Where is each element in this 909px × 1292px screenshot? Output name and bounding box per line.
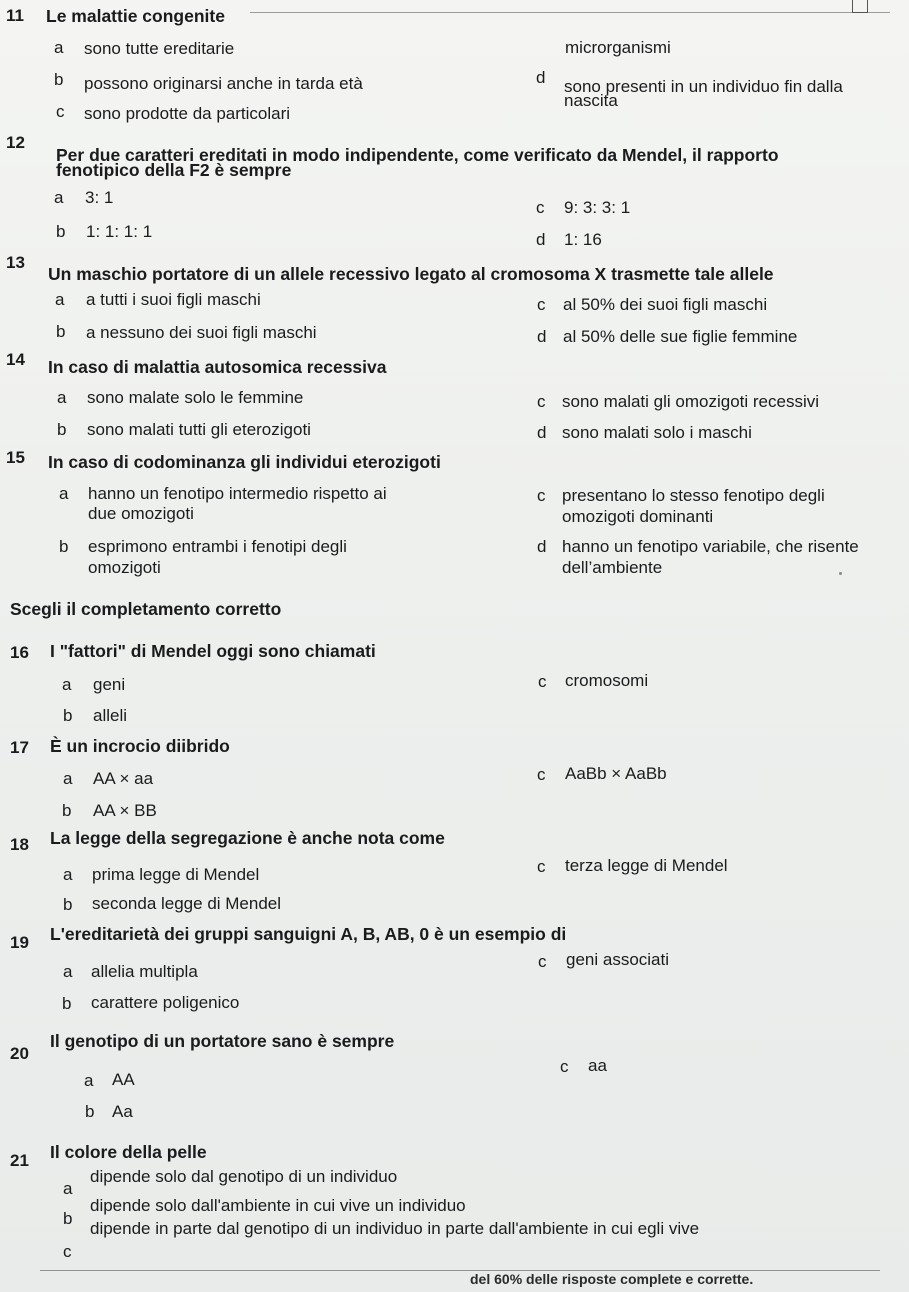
option-text[interactable]: dipende solo dall'ambiente in cui vive un individuo: [90, 1196, 466, 1215]
option-text[interactable]: geni: [93, 675, 126, 694]
option-text: dell’ambiente: [562, 558, 663, 577]
option-text[interactable]: AaBb × AaBb: [565, 764, 667, 783]
question-text: La legge della segregazione è anche nota come: [50, 828, 445, 848]
question-number: 17: [10, 738, 29, 757]
option-text[interactable]: sono malate solo le femmine: [87, 388, 304, 407]
question-number: 19: [10, 933, 29, 952]
option-letter: b: [63, 1209, 73, 1228]
option-text[interactable]: 1: 1: 1: 1: [86, 222, 153, 241]
option-letter: d: [536, 230, 546, 249]
option-text[interactable]: a nessuno dei suoi figli maschi: [86, 323, 317, 342]
section-title: Scegli il completamento corretto: [10, 599, 282, 619]
question-text: Le malattie congenite: [46, 6, 225, 26]
top-rule: [250, 12, 890, 13]
question-number: 11: [6, 6, 24, 25]
page-corner-icon: [852, 0, 868, 13]
option-letter: b: [63, 895, 73, 914]
option-text[interactable]: 9: 3: 3: 1: [564, 198, 631, 217]
option-text: omozigoti: [88, 558, 161, 577]
question-number: 12: [6, 133, 25, 152]
speck: [839, 572, 842, 575]
option-letter: b: [57, 420, 67, 439]
option-text[interactable]: aa: [588, 1056, 607, 1075]
option-text[interactable]: 3: 1: [85, 188, 114, 207]
option-letter: c: [537, 295, 546, 314]
option-text[interactable]: Aa: [112, 1102, 133, 1121]
option-letter: a: [63, 865, 73, 884]
question-text: I "fattori" di Mendel oggi sono chiamati: [50, 641, 376, 661]
option-text[interactable]: al 50% dei suoi figli maschi: [563, 295, 768, 314]
option-letter: b: [85, 1102, 95, 1121]
option-letter: c: [63, 1242, 72, 1261]
option-letter: c: [538, 672, 547, 691]
option-text[interactable]: a tutti i suoi figli maschi: [86, 290, 261, 309]
question-number: 13: [6, 253, 25, 272]
option-letter: c: [537, 392, 546, 411]
question-number: 16: [10, 643, 29, 662]
option-letter: b: [63, 706, 73, 725]
option-text: nascita: [564, 91, 618, 110]
option-letter: a: [57, 388, 67, 407]
option-text[interactable]: prima legge di Mendel: [92, 865, 260, 884]
option-letter: a: [54, 188, 64, 207]
option-text[interactable]: sono prodotte da particolari: [84, 104, 291, 123]
option-letter: d: [537, 537, 547, 556]
option-text[interactable]: hanno un fenotipo intermedio rispetto ai: [88, 484, 387, 503]
question-number: 21: [10, 1151, 29, 1170]
option-letter: c: [56, 102, 65, 121]
question-text: È un incrocio diibrido: [50, 736, 230, 756]
option-text[interactable]: sono malati solo i maschi: [562, 423, 752, 442]
option-text: omozigoti dominanti: [562, 507, 714, 526]
option-letter: a: [63, 1179, 73, 1198]
option-text[interactable]: cromosomi: [565, 671, 649, 690]
option-letter: b: [62, 801, 72, 820]
option-text[interactable]: AA × BB: [93, 801, 157, 820]
question-number: 20: [10, 1044, 29, 1063]
option-text[interactable]: AA × aa: [93, 769, 154, 788]
option-text[interactable]: sono malati gli omozigoti recessivi: [562, 392, 819, 411]
option-letter: a: [63, 962, 73, 981]
option-letter: a: [54, 38, 64, 57]
option-text[interactable]: seconda legge di Mendel: [92, 894, 282, 913]
option-letter: d: [536, 68, 546, 87]
option-letter: d: [537, 423, 547, 442]
option-letter: c: [537, 765, 546, 784]
question-number: 18: [10, 835, 29, 854]
question-text: In caso di malattia autosomica recessiva: [48, 357, 387, 377]
option-letter: a: [59, 484, 69, 503]
option-text[interactable]: al 50% delle sue figlie femmine: [563, 327, 798, 346]
bottom-rule: [40, 1270, 880, 1271]
option-text: due omozigoti: [88, 504, 194, 523]
option-text[interactable]: AA: [112, 1070, 135, 1089]
option-text[interactable]: sono tutte ereditarie: [84, 39, 235, 58]
question-text: In caso di codominanza gli individui eterozigoti: [48, 452, 441, 472]
option-text[interactable]: possono originarsi anche in tarda età: [84, 74, 363, 93]
option-text[interactable]: 1: 16: [564, 230, 602, 249]
option-text[interactable]: dipende solo dal genotipo di un individuo: [90, 1167, 398, 1186]
question-text: Un maschio portatore di un allele recessivo legato al cromosoma X trasmette tale allele: [48, 264, 774, 284]
footer-text: del 60% delle risposte complete e corrette.: [470, 1271, 754, 1287]
question-text: Il colore della pelle: [50, 1142, 207, 1162]
option-letter: a: [55, 290, 65, 309]
question-text: fenotipico della F2 è sempre: [56, 160, 292, 180]
option-text[interactable]: dipende in parte dal genotipo di un individuo in parte dall'ambiente in cui egli vive: [90, 1219, 700, 1238]
option-text[interactable]: sono malati tutti gli eterozigoti: [87, 420, 311, 439]
option-text[interactable]: presentano lo stesso fenotipo degli: [562, 486, 825, 505]
option-letter: c: [537, 486, 546, 505]
option-letter: c: [560, 1057, 569, 1076]
question-number: 14: [6, 350, 25, 369]
option-text[interactable]: terza legge di Mendel: [565, 856, 728, 875]
option-text[interactable]: esprimono entrambi i fenotipi degli: [88, 537, 347, 556]
option-letter: b: [62, 994, 72, 1013]
question-number: 15: [6, 448, 25, 467]
option-letter: b: [56, 222, 66, 241]
option-text[interactable]: allelia multipla: [91, 962, 198, 981]
option-letter: c: [538, 952, 547, 971]
option-letter: a: [62, 675, 72, 694]
option-letter: a: [63, 769, 73, 788]
option-text: microrganismi: [565, 38, 671, 57]
option-letter: b: [54, 70, 64, 89]
question-text: Il genotipo di un portatore sano è sempre: [50, 1031, 395, 1051]
question-text: L'ereditarietà dei gruppi sanguigni A, B, AB, 0 è un esempio di: [50, 924, 567, 944]
option-letter: b: [56, 322, 66, 341]
option-letter: b: [59, 537, 69, 556]
option-text[interactable]: alleli: [93, 706, 128, 725]
option-letter: c: [537, 857, 546, 876]
option-text[interactable]: hanno un fenotipo variabile, che risente: [562, 537, 859, 556]
option-letter: a: [84, 1071, 94, 1090]
option-letter: c: [536, 198, 545, 217]
option-text[interactable]: sono presenti in un individuo fin dalla: [564, 77, 843, 96]
question-text: Per due caratteri ereditati in modo indipendente, come verificato da Mendel, il rapporto: [56, 145, 779, 165]
option-letter: d: [537, 327, 547, 346]
option-text[interactable]: geni associati: [566, 950, 670, 969]
option-text[interactable]: carattere poligenico: [91, 993, 240, 1012]
